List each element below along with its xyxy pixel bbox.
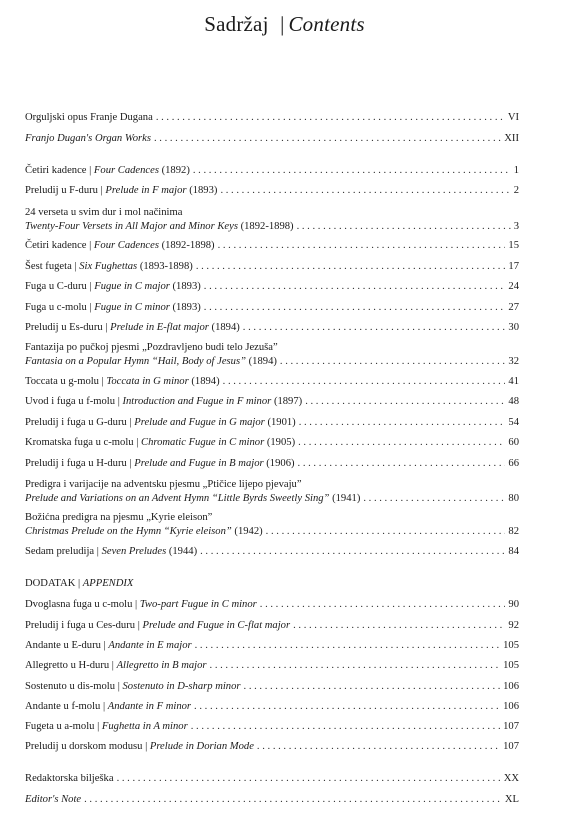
separator: |	[136, 437, 139, 448]
separator: |	[102, 701, 106, 712]
leader-dots	[257, 740, 500, 754]
page-number: 66	[508, 458, 519, 469]
entry-title-en: Fantasia on a Popular Hymn “Hail, Body of Jesus”	[25, 356, 246, 367]
appendix-heading	[25, 577, 133, 591]
page-number: 54	[508, 417, 519, 428]
entry-title-en: Seven Preludes	[101, 546, 167, 557]
leader-dots	[191, 720, 500, 734]
entry-year: (1893)	[172, 302, 201, 313]
page-number: XX	[503, 773, 519, 784]
separator: |	[145, 741, 148, 752]
entry-title-hr: Allegretto u H-duru	[25, 660, 110, 671]
toc-entry[interactable]	[25, 772, 519, 786]
page-number: 107	[503, 741, 519, 752]
entry-title-en: Prelude and Fugue in B major	[134, 458, 264, 469]
separator: |	[129, 458, 132, 469]
entry-title-hr: Predigra i varijacije na adventsku pjesmu „Ptičice lijepo pjevaju”	[25, 479, 302, 490]
entry-year: (1893)	[189, 185, 218, 196]
leader-dots	[297, 220, 511, 234]
page-number: 3	[513, 221, 519, 232]
entry-title-hr: Božićna predigra na pjesmu „Kyrie eleison”	[25, 512, 213, 523]
leader-dots	[266, 525, 506, 539]
entry-year: (1905)	[266, 437, 296, 448]
toc-entry[interactable]	[25, 478, 519, 506]
entry-title-hr: Preludij i fuga u G-duru	[25, 417, 127, 428]
entry-title-hr: Uvod i fuga u f-molu	[25, 396, 116, 407]
entry-title: Redaktorska bilješka	[25, 773, 114, 784]
entry-title-en: Andante in F minor	[107, 701, 192, 712]
entry-title-hr: Fuga u c-molu	[25, 302, 87, 313]
entry-title-en: Prelude and Variations on an Advent Hymn “Little Byrds Sweetly Sing”	[25, 493, 330, 504]
entry-year: (1892-1898)	[240, 221, 294, 232]
page-number: 80	[508, 493, 519, 504]
toc-entry[interactable]	[25, 341, 519, 369]
entry-title-hr: Andante u f-molu	[25, 701, 101, 712]
entry-title-en: Two-part Fugue in C minor	[139, 599, 257, 610]
title-separator: |	[280, 12, 285, 36]
leader-dots	[218, 239, 506, 253]
toc-entry[interactable]	[25, 375, 519, 389]
separator: |	[103, 640, 106, 651]
separator: |	[89, 302, 92, 313]
leader-dots	[243, 321, 506, 335]
entry-year: (1942)	[234, 526, 263, 537]
page-number: 106	[503, 701, 519, 712]
entry-year: (1893-1898)	[139, 261, 193, 272]
entry-year: (1893)	[172, 281, 201, 292]
page-number: 106	[503, 681, 519, 692]
leader-dots	[193, 164, 511, 178]
toc-entry[interactable]	[25, 598, 519, 612]
entry-title-hr: Toccata u g-molu	[25, 376, 99, 387]
leader-dots	[204, 280, 506, 294]
entry-title-en: Prelude and Fugue in G major	[134, 417, 265, 428]
entry-title-hr: Preludij i fuga u Ces-duru	[25, 620, 136, 631]
entry-title-en: Fughetta in A minor	[101, 721, 188, 732]
entry-title-hr: Fantazija po pučkoj pjesmi „Pozdravljeno budi telo Jezuša”	[25, 342, 278, 353]
page-number: XII	[504, 133, 519, 144]
leader-dots	[210, 659, 501, 673]
entry-title: Editor's Note	[25, 794, 82, 805]
entry-title-en: Fugue in C major	[94, 281, 170, 292]
page-number: 15	[508, 240, 519, 251]
page-number: 82	[508, 526, 519, 537]
leader-dots	[260, 598, 506, 612]
entry-title-en: Prelude in F major	[105, 185, 187, 196]
entry-title-en: Chromatic Fugue in C minor	[141, 437, 265, 448]
toc-entry[interactable]	[25, 793, 519, 807]
entry-year: (1894)	[248, 356, 277, 367]
page-number: 48	[508, 396, 519, 407]
entry-year: (1892)	[161, 165, 190, 176]
toc-entry[interactable]	[25, 700, 519, 714]
leader-dots	[299, 416, 506, 430]
page-number: 92	[508, 620, 519, 631]
page-number: 107	[503, 721, 519, 732]
separator: |	[129, 417, 132, 428]
separator: |	[111, 660, 114, 671]
leader-dots	[156, 111, 505, 125]
entry-year: (1901)	[267, 417, 296, 428]
entry-year: (1944)	[168, 546, 198, 557]
leader-dots	[280, 355, 506, 369]
entry-title-hr: Sostenuto u dis-molu	[25, 681, 116, 692]
entry-year: (1894)	[211, 322, 240, 333]
toc-entry[interactable]	[25, 132, 519, 146]
page-number: 1	[513, 165, 519, 176]
toc-entry[interactable]	[25, 720, 519, 734]
entry-title-en: Fugue in C minor	[94, 302, 170, 313]
page-number: VI	[507, 112, 519, 123]
separator: |	[117, 681, 120, 692]
entry-title-en: Sostenuto in D-sharp minor	[122, 681, 241, 692]
toc-entry[interactable]	[25, 436, 519, 450]
leader-dots	[154, 132, 501, 146]
toc-entry[interactable]	[25, 206, 519, 234]
appendix-heading-en: APPENDIX	[82, 578, 134, 589]
leader-dots	[223, 375, 506, 389]
toc-entry[interactable]	[25, 659, 519, 673]
entry-title-en: Twenty-Four Versets in All Major and Minor Keys	[25, 221, 238, 232]
leader-dots	[363, 492, 505, 506]
separator: |	[89, 281, 92, 292]
entry-title-hr: Preludij u dorskom modusu	[25, 741, 143, 752]
toc-entry[interactable]	[25, 301, 519, 315]
page-number: 105	[503, 660, 519, 671]
entry-title-hr: Dvoglasna fuga u c-molu	[25, 599, 133, 610]
leader-dots	[305, 395, 505, 409]
entry-title-en: Prelude in Dorian Mode	[149, 741, 254, 752]
toc-entry[interactable]	[25, 457, 519, 471]
page-number: 90	[508, 599, 519, 610]
toc-entry[interactable]	[25, 111, 519, 125]
entry-title-hr: Četiri kadence	[25, 165, 87, 176]
separator: |	[105, 322, 108, 333]
entry-title-en: Four Cadences	[93, 240, 159, 251]
toc-entry[interactable]	[25, 164, 519, 178]
leader-dots	[200, 545, 505, 559]
entry-title-en: Toccata in G minor	[106, 376, 189, 387]
entry-title-en: Christmas Prelude on the Hymn “Kyrie eleison”	[25, 526, 232, 537]
page-number: 60	[508, 437, 519, 448]
title-italic: Contents	[288, 12, 365, 36]
entry-title-en: Introduction and Fugue in F minor	[122, 396, 272, 407]
entry-title-hr: Fuga u C-duru	[25, 281, 87, 292]
leader-dots	[293, 619, 505, 633]
page-title	[0, 12, 569, 37]
page-number: 2	[513, 185, 519, 196]
leader-dots	[117, 772, 501, 786]
entry-title-en: Prelude in E-flat major	[110, 322, 209, 333]
entry-title: Franjo Dugan's Organ Works	[25, 133, 151, 144]
separator: |	[137, 620, 140, 631]
leader-dots	[196, 260, 506, 274]
page-number: 17	[508, 261, 519, 272]
entry-year: (1906)	[266, 458, 295, 469]
entry-year: (1894)	[191, 376, 220, 387]
toc-entry[interactable]	[25, 416, 519, 430]
toc-entry[interactable]	[25, 239, 519, 253]
entry-title-hr: 24 verseta u svim dur i mol načinima	[25, 207, 183, 218]
toc-entry[interactable]	[25, 619, 519, 633]
separator: |	[89, 240, 92, 251]
entry-title-hr: Kromatska fuga u c-molu	[25, 437, 134, 448]
entry-title-hr: Šest fugeta	[25, 261, 72, 272]
toc-entry[interactable]	[25, 395, 519, 409]
entry-title-hr: Četiri kadence	[25, 240, 87, 251]
toc-entry[interactable]	[25, 545, 519, 559]
entry-title-hr: Sedam preludija	[25, 546, 95, 557]
entry-year: (1897)	[273, 396, 303, 407]
page-number: XL	[504, 794, 519, 805]
toc-entry[interactable]	[25, 321, 519, 335]
entry-year: (1941)	[332, 493, 361, 504]
toc-entry[interactable]	[25, 511, 519, 539]
toc-entry[interactable]	[25, 184, 519, 198]
leader-dots	[298, 457, 506, 471]
page-number: 84	[508, 546, 519, 557]
toc-entry[interactable]	[25, 260, 519, 274]
title-main: Sadržaj	[204, 12, 269, 36]
toc-entry[interactable]	[25, 740, 519, 754]
toc-entry[interactable]	[25, 680, 519, 694]
separator: |	[101, 376, 104, 387]
page-number: 30	[508, 322, 519, 333]
page-number: 41	[508, 376, 519, 387]
separator: |	[89, 165, 92, 176]
entry-title-hr: Fugeta u a-molu	[25, 721, 95, 732]
entry-title-en: Four Cadences	[93, 165, 159, 176]
leader-dots	[298, 436, 505, 450]
page-number: 105	[503, 640, 519, 651]
separator: |	[96, 546, 99, 557]
leader-dots	[195, 639, 500, 653]
separator: |	[97, 721, 100, 732]
entry-title-en: Six Fughettas	[79, 261, 138, 272]
entry-title-hr: Preludij u Es-duru	[25, 322, 103, 333]
toc-entry[interactable]	[25, 639, 519, 653]
entry-title-en: Andante in E major	[108, 640, 192, 651]
separator: |	[135, 599, 138, 610]
entry-year: (1892-1898)	[161, 240, 215, 251]
appendix-heading-hr: DODATAK	[25, 578, 76, 589]
entry-title-hr: Andante u E-duru	[25, 640, 101, 651]
separator: |	[117, 396, 120, 407]
page-number: 32	[508, 356, 519, 367]
leader-dots	[84, 793, 502, 807]
toc-entry[interactable]	[25, 280, 519, 294]
separator: |	[74, 261, 77, 272]
entry-title: Orguljski opus Franje Dugana	[25, 112, 153, 123]
page-number: 27	[508, 302, 519, 313]
leader-dots	[244, 680, 501, 694]
separator: |	[100, 185, 103, 196]
leader-dots	[194, 700, 500, 714]
entry-title-hr: Preludij u F-duru	[25, 185, 98, 196]
leader-dots	[204, 301, 506, 315]
entry-title-hr: Preludij i fuga u H-duru	[25, 458, 127, 469]
entry-title-en: Allegretto in B major	[116, 660, 207, 671]
separator: |	[78, 578, 81, 589]
entry-title-en: Prelude and Fugue in C-flat major	[142, 620, 291, 631]
page-number: 24	[508, 281, 519, 292]
leader-dots	[220, 184, 510, 198]
